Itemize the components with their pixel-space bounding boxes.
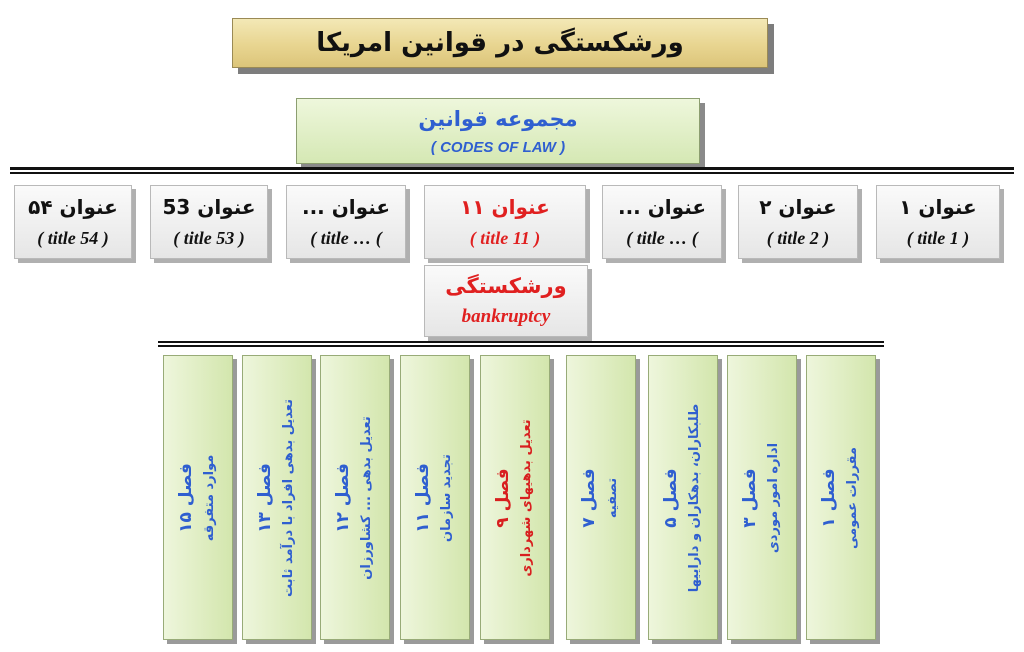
divider-line [10,167,1014,174]
chapter-description: موارد متفرقه [202,454,217,541]
chapter-description: تعدیل بدهیهای شهرداری [519,418,534,577]
title-box-sublabel: ( title 54 ) [37,228,109,248]
title-box-53 [150,185,268,259]
codes-of-law-box [296,98,700,164]
title-box-54 [14,185,132,259]
chapter-description: طلبکاران، بدهکاران و داراییها [687,403,702,592]
bankruptcy-box [424,265,588,337]
chapter-7-column [566,355,636,640]
chapter-1-column [806,355,876,640]
title-box-label: عنوان ... [617,195,707,219]
title-box-sublabel: ( title … ( [626,228,698,248]
title-box-2 [738,185,858,259]
title-box-label: عنوان ۱ [899,195,977,219]
chapter-description: اداره امور موردی [766,442,781,553]
title-box-ellipsis-left [286,185,406,259]
chapter-name: فصل ۱۵ [176,462,196,533]
chapter-description: تصفیه [605,477,620,518]
bankruptcy-label-en: bankruptcy [461,306,551,327]
chapter-description: تعدیل بدهی افراد با درآمد ثابت [281,398,296,597]
codes-of-law-label-fa: مجموعه قوانین [418,107,578,131]
title-box-sublabel: ( title 53 ) [173,228,245,248]
title-box-1 [876,185,1000,259]
chapter-description: تجدید سازمان [439,453,454,542]
title-banner [232,18,768,68]
chapter-15-column [163,355,233,640]
chapter-13-column [242,355,312,640]
chapter-name: فصل ۹ [493,467,513,528]
title-box-sublabel: ( title 11 ) [469,228,541,248]
title-box-sublabel: ( title 1 ) [906,228,970,248]
title-box-label: عنوان ... [301,195,391,219]
bankruptcy-label-fa: ورشکستگی [445,274,567,298]
title-box-ellipsis-right [602,185,722,259]
title-box-11 [424,185,586,259]
chapter-name: فصل ۱ [819,467,839,528]
title-box-label: عنوان ۱۱ [460,195,550,219]
title-box-label: عنوان ۵۴ [28,195,118,219]
chapter-name: فصل ۳ [740,467,760,528]
codes-of-law-label-en: ( CODES OF LAW ) [430,139,566,156]
chapter-12-column [320,355,390,640]
chapter-description: تعدیل بدهی ... کشاورزان [359,415,374,580]
chapter-description: مقررات عمومی [845,446,860,549]
chapter-name: فصل ۷ [579,467,599,528]
chapter-11-column [400,355,470,640]
chapter-3-column [727,355,797,640]
title-box-sublabel: ( title … ( [310,228,382,248]
chapter-9-column [480,355,550,640]
chapter-name: فصل ۵ [661,467,681,528]
title-box-label: عنوان ۲ [759,195,837,219]
chapter-name: فصل ۱۳ [255,462,275,533]
chapters-divider-line [158,341,884,347]
chapter-name: فصل ۱۱ [413,462,433,533]
title-box-sublabel: ( title 2 ) [766,228,830,248]
chapter-name: فصل ۱۲ [333,462,353,533]
title-box-label: عنوان 53 [162,195,256,219]
page-title: ورشکستگی در قوانین امریکا [316,28,684,58]
chapter-5-column [648,355,718,640]
